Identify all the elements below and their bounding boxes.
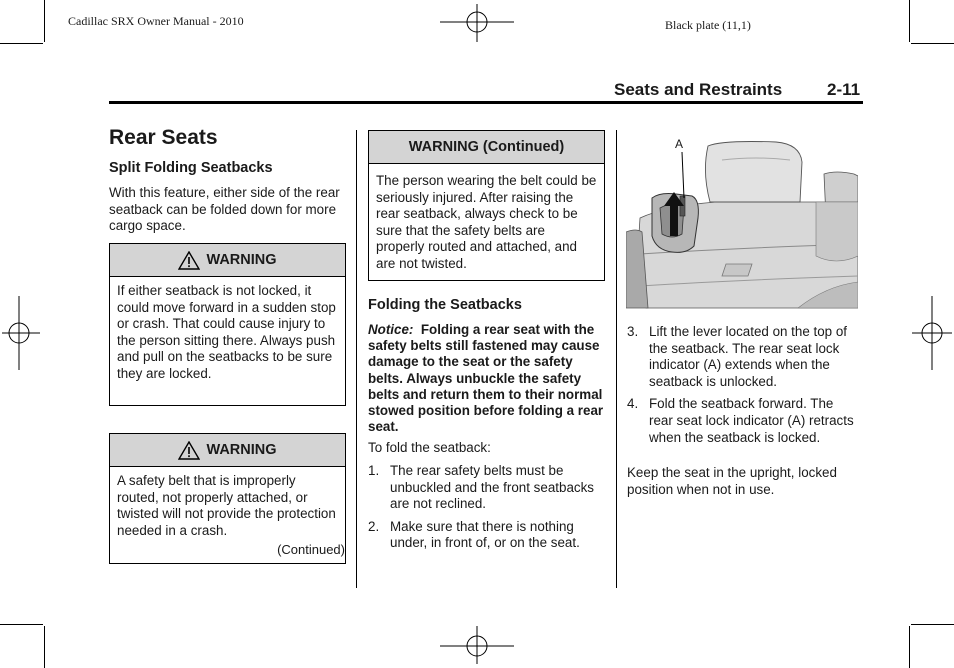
section-title: Seats and Restraints bbox=[614, 80, 783, 99]
step-text: The rear safety belts must be unbuckled and the front seatbacks are not reclined. bbox=[390, 463, 594, 512]
subheading-split-folding: Split Folding Seatbacks bbox=[109, 160, 273, 176]
warning-label: WARNING bbox=[206, 252, 277, 268]
closing-paragraph: Keep the seat in the upright, locked position when not in use. bbox=[627, 465, 837, 497]
step-number: 1. bbox=[368, 463, 380, 478]
crop-mark bbox=[0, 624, 43, 625]
registration-mark-right bbox=[912, 296, 954, 370]
figure-label-a: A bbox=[675, 137, 684, 151]
lead-paragraph: To fold the seatback: bbox=[368, 440, 491, 455]
step-text: Lift the lever located on the top of the seatback. The rear seat lock indicator (A) extends when the seatback is unlocked. bbox=[649, 324, 848, 389]
continued-label: (Continued) bbox=[277, 542, 345, 558]
registration-mark-left bbox=[0, 296, 40, 370]
warning-box-seatback bbox=[109, 243, 346, 406]
registration-mark-top bbox=[440, 2, 514, 42]
notice-label: Notice: bbox=[368, 322, 414, 337]
column-divider bbox=[356, 130, 357, 588]
warning-header bbox=[369, 131, 604, 164]
warning-text: A safety belt that is improperly routed, not properly attached, or twisted will not provide the protection needed in a crash. bbox=[117, 473, 336, 538]
manual-title: Cadillac SRX Owner Manual - 2010 bbox=[68, 14, 244, 28]
warning-text: If either seatback is not locked, it could move forward in a sudden stop or crash. That could cause injury to the person sitting there. Always push and pull on the seatbacks to be sure they are locked. bbox=[117, 283, 336, 381]
list-item bbox=[627, 324, 859, 390]
step-number: 3. bbox=[627, 324, 639, 339]
step-number: 2. bbox=[368, 518, 380, 534]
warning-text: The person wearing the belt could be seriously injured. After raising the rear seatback, always check to be sure that the safety belts are properly routed and attached, and are not twisted. bbox=[376, 173, 597, 271]
warning-box-continued bbox=[368, 130, 605, 281]
list-item bbox=[627, 396, 859, 446]
steps-list bbox=[627, 324, 859, 452]
list-item bbox=[368, 463, 604, 513]
warning-triangle-icon bbox=[178, 251, 200, 270]
steps-list bbox=[368, 463, 604, 558]
plate-label: Black plate (11,1) bbox=[665, 18, 751, 32]
step-text: Make sure that there is nothing under, in front of, or on the seat. bbox=[390, 518, 580, 551]
warning-box-belt bbox=[109, 433, 346, 564]
registration-mark-bottom bbox=[440, 626, 514, 666]
intro-paragraph: With this feature, either side of the rear seatback can be folded down for more cargo space. bbox=[109, 185, 340, 234]
crop-mark bbox=[911, 624, 954, 625]
column-divider bbox=[616, 130, 617, 588]
page-number: 2-11 bbox=[827, 80, 861, 99]
list-item bbox=[368, 519, 604, 552]
warning-label: WARNING bbox=[206, 442, 277, 458]
notice-text: Folding a rear seat with the safety belts still fastened may cause damage to the seat or the safety belts. Always unbuckle the safety belts and return them to their normal stowed position before folding a rear seat. bbox=[368, 322, 604, 435]
warning-triangle-icon bbox=[178, 441, 200, 460]
crop-mark bbox=[909, 626, 910, 668]
notice-paragraph bbox=[368, 322, 604, 435]
crop-mark bbox=[909, 0, 910, 42]
subheading-folding: Folding the Seatbacks bbox=[368, 297, 522, 313]
page-title: Rear Seats bbox=[109, 126, 218, 149]
warning-header bbox=[110, 244, 345, 277]
crop-mark bbox=[44, 626, 45, 668]
crop-mark bbox=[0, 43, 43, 44]
step-number: 4. bbox=[627, 396, 639, 412]
warning-label: WARNING (Continued) bbox=[408, 139, 565, 155]
seatback-illustration bbox=[626, 136, 858, 312]
header-rule bbox=[109, 101, 863, 104]
step-text: Fold the seatback forward. The rear seat lock indicator (A) retracts when the seatback is locked. bbox=[649, 396, 854, 445]
crop-mark bbox=[911, 43, 954, 44]
crop-mark bbox=[44, 0, 45, 42]
warning-header bbox=[110, 434, 345, 467]
